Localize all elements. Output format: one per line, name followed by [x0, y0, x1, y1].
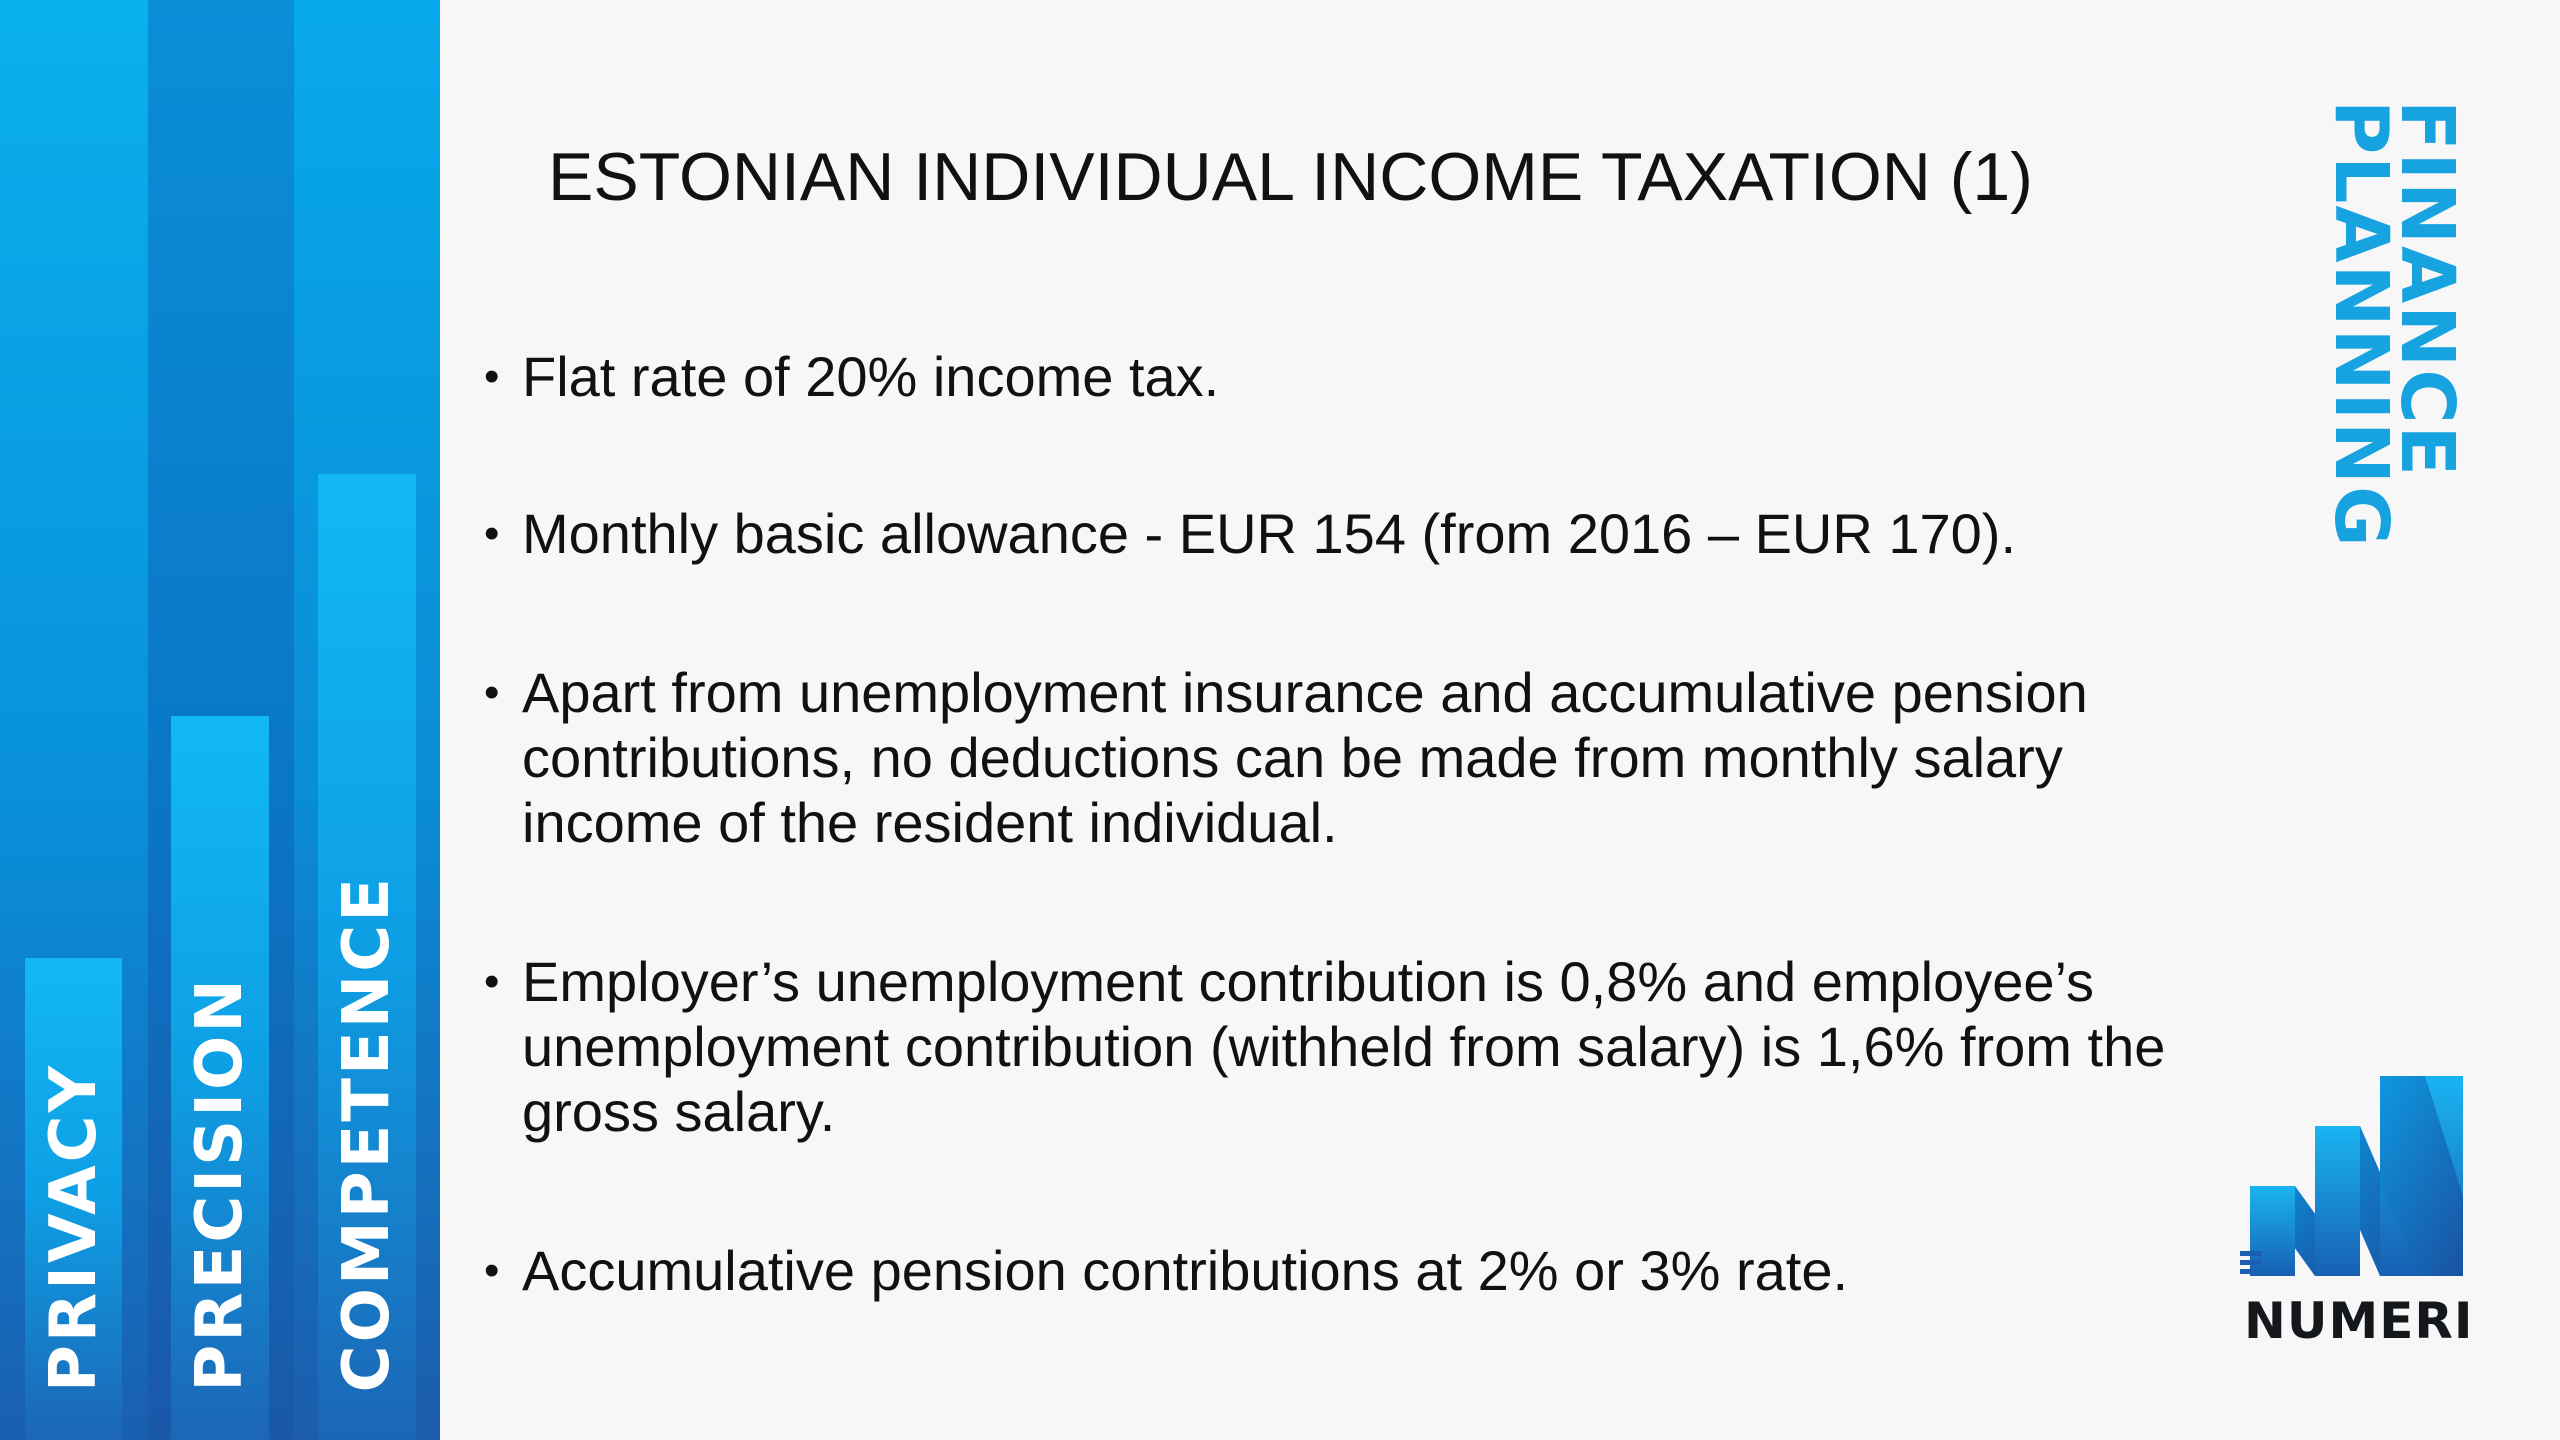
band-word-precision: PRECISION [183, 976, 257, 1392]
brand-line-planning: PLANNING [2318, 100, 2404, 549]
brand-vertical-text [2318, 100, 2470, 549]
bullet-item: • Accumulative pension contributions at 2% or 3% rate. [484, 1238, 2224, 1303]
brand-line-finance: FINANCE [2384, 100, 2470, 479]
left-decorative-band [0, 0, 440, 1440]
bullet-item: • Flat rate of 20% income tax. [484, 344, 2224, 409]
logo-wordmark: NUMERI [2244, 1292, 2474, 1350]
slide-title: ESTONIAN INDIVIDUAL INCOME TAXATION (1) [548, 139, 2033, 215]
bullet-item: • Employer’s unemployment contribution is 0,8% and employee’s unemployment contribution (withheld from salary) is 1,6% from the gross salary. [484, 949, 2224, 1144]
bullet-list [484, 344, 2224, 1397]
band-word-privacy: PRIVACY [37, 1062, 111, 1392]
bullet-item: • Apart from unemployment insurance and accumulative pension contributions, no deductions can be made from monthly salary income of the resident individual. [484, 660, 2224, 855]
band-word-competence: COMPETENCE [330, 874, 404, 1392]
numeri-logo-icon [2240, 1076, 2470, 1276]
bullet-item: • Monthly basic allowance - EUR 154 (from 2016 – EUR 170). [484, 501, 2224, 566]
